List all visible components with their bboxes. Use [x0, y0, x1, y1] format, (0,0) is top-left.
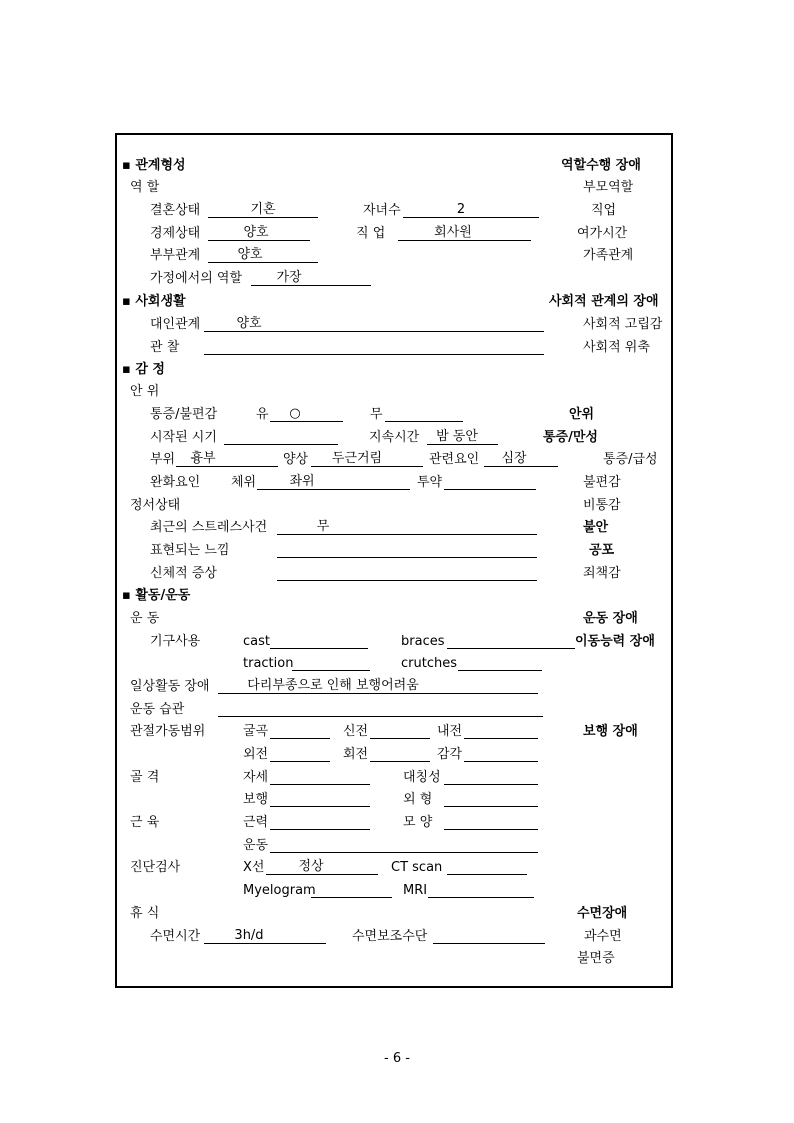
onset-line — [224, 444, 338, 445]
stress-value: 무 — [316, 519, 330, 534]
label-couple: 부부관계 — [150, 248, 201, 263]
dx-guilt: 죄책감 — [583, 566, 621, 581]
dx-social-disorder: 사회적 관계의 장애 — [549, 294, 659, 309]
label-crutches: crutches — [401, 656, 457, 671]
label-home-role: 가정에서의 역할 — [150, 271, 243, 286]
observe-line — [204, 354, 544, 355]
dx-family-relation: 가족관계 — [583, 248, 634, 263]
label-sensation: 감각 — [437, 747, 463, 762]
occupation-value: 회사원 — [434, 225, 472, 240]
posture-value: 좌위 — [289, 474, 315, 489]
label-duration: 지속시간 — [369, 430, 420, 445]
label-rest: 휴 식 — [130, 906, 160, 921]
label-skeleton: 골 격 — [130, 770, 160, 785]
label-posture: 체위 — [231, 475, 257, 490]
label-site: 부위 — [150, 452, 176, 467]
label-onset: 시작된 시기 — [150, 430, 217, 445]
rotation-line — [370, 761, 430, 762]
section-relation: ▪ 관계형성 — [122, 158, 186, 173]
sleep-aid-line — [433, 943, 545, 944]
braces-line — [447, 648, 575, 649]
label-economic: 경제상태 — [150, 226, 201, 241]
shape-line — [444, 806, 538, 807]
sensation-line — [464, 761, 538, 762]
marital-value: 기혼 — [250, 202, 276, 217]
internal-line — [464, 738, 538, 739]
label-form: 모 양 — [403, 815, 433, 830]
extension-line — [370, 738, 430, 739]
dx-social-shrink: 사회적 위축 — [583, 340, 650, 355]
ct-line — [447, 874, 527, 875]
label-strength: 근력 — [243, 815, 269, 830]
label-somatic: 신체적 증상 — [150, 566, 217, 581]
posture2-line — [270, 784, 370, 785]
page-number: - 6 - — [384, 1051, 410, 1066]
couple-value: 양호 — [237, 247, 263, 262]
dx-fear: 공포 — [589, 543, 615, 558]
myelogram-line — [311, 897, 392, 898]
label-shape: 외 형 — [403, 792, 433, 807]
label-posture2: 자세 — [243, 770, 269, 785]
label-observe: 관 찰 — [150, 340, 180, 355]
label-diagnostic: 진단검사 — [130, 860, 181, 875]
symmetry-line — [444, 784, 538, 785]
label-symmetry: 대칭성 — [403, 770, 441, 785]
sleep-time-value: 3h/d — [234, 928, 264, 943]
label-gait: 보행 — [243, 792, 269, 807]
gait-line — [270, 806, 370, 807]
dx-parent-role: 부모역할 — [583, 180, 634, 195]
label-interpersonal: 대인관계 — [150, 317, 201, 332]
label-extension: 신전 — [343, 724, 369, 739]
somatic-line — [277, 580, 537, 581]
home-role-value: 가장 — [276, 270, 302, 285]
xray-value: 정상 — [298, 859, 324, 874]
dx-pain-chronic: 통증/만성 — [543, 430, 598, 445]
dx-comfort: 안위 — [569, 407, 595, 422]
pain-yes-value: ○ — [289, 406, 301, 421]
dx-exercise-disorder: 운동 장애 — [583, 611, 638, 626]
label-exercise: 운 동 — [130, 611, 160, 626]
dx-leisure: 여가시간 — [577, 226, 628, 241]
label-mri: MRI — [403, 883, 428, 898]
label-relief: 완화요인 — [150, 475, 201, 490]
external-line — [270, 761, 330, 762]
pain-no-line — [385, 421, 463, 422]
label-internal: 내전 — [437, 724, 463, 739]
label-rom: 관절가동범위 — [130, 724, 206, 739]
dx-discomfort: 불편감 — [583, 475, 621, 490]
habit-line — [218, 716, 543, 717]
label-no: 무 — [370, 407, 383, 422]
label-children: 자녀수 — [363, 203, 401, 218]
pattern-value: 두근거림 — [331, 451, 383, 466]
label-yes: 유 — [256, 407, 269, 422]
label-adl: 일상활동 장애 — [130, 679, 210, 694]
cast-line — [270, 648, 368, 649]
label-emotional: 정서상태 — [130, 498, 181, 513]
crutches-line — [458, 670, 542, 671]
mri-line — [428, 897, 534, 898]
label-ct: CT scan — [391, 860, 443, 875]
dx-role-disorder: 역할수행 장애 — [561, 158, 641, 173]
dx-anxiety: 불안 — [583, 520, 609, 535]
section-emotion: ▪ 감 정 — [122, 362, 165, 377]
label-traction: traction — [243, 656, 294, 671]
dx-non-pain: 비통감 — [583, 498, 621, 513]
label-cast: cast — [243, 634, 270, 649]
section-social: ▪ 사회생활 — [122, 294, 186, 309]
movement-line — [270, 852, 538, 853]
label-braces: braces — [401, 634, 445, 649]
strength-line — [270, 829, 370, 830]
adl-value: 다리부종으로 인해 보행어려움 — [247, 678, 419, 693]
feeling-line — [277, 557, 537, 558]
label-medication: 투약 — [417, 475, 443, 490]
label-pain: 통증/불편감 — [150, 407, 218, 422]
label-marital: 결혼상태 — [150, 203, 201, 218]
traction-line — [292, 670, 370, 671]
children-value: 2 — [456, 202, 466, 217]
label-feeling: 표현되는 느낌 — [150, 543, 230, 558]
related-value: 심장 — [501, 451, 527, 466]
label-comfort: 안 위 — [130, 384, 160, 399]
label-device: 기구사용 — [150, 634, 201, 649]
label-rotation: 회전 — [343, 747, 369, 762]
dx-sleep-disorder: 수면장애 — [577, 906, 628, 921]
label-role: 역 할 — [130, 180, 160, 195]
interpersonal-value: 양호 — [236, 316, 262, 331]
label-movement: 운동 — [243, 838, 269, 853]
medication-line — [444, 489, 536, 490]
dx-social-isolation: 사회적 고립감 — [583, 317, 663, 332]
economic-value: 양호 — [243, 225, 269, 240]
label-sleep-time: 수면시간 — [150, 929, 201, 944]
label-occupation: 직 업 — [356, 226, 386, 241]
label-pattern: 양상 — [283, 452, 309, 467]
dx-hypersomnia: 과수면 — [584, 929, 622, 944]
dx-gait-disorder: 보행 장애 — [583, 724, 638, 739]
site-value: 흉부 — [190, 451, 216, 466]
label-muscle: 근 육 — [130, 815, 160, 830]
label-external: 외전 — [243, 747, 269, 762]
flexion-line — [270, 738, 330, 739]
label-stress: 최근의 스트레스사건 — [150, 520, 268, 535]
label-related: 관련요인 — [429, 452, 480, 467]
dx-pain-acute: 통증/급성 — [603, 452, 658, 467]
duration-value: 밤 동안 — [436, 429, 478, 444]
form-line — [444, 829, 538, 830]
dx-mobility-disorder: 이동능력 장애 — [575, 634, 655, 649]
label-habit: 운동 습관 — [130, 702, 185, 717]
label-flexion: 굴곡 — [243, 724, 269, 739]
section-activity: ▪ 활동/운동 — [122, 588, 191, 603]
dx-job: 직업 — [591, 203, 617, 218]
label-myelogram: Myelogram — [243, 883, 316, 898]
label-xray: X선 — [243, 860, 265, 875]
label-sleep-aid: 수면보조수단 — [352, 929, 428, 944]
dx-insomnia: 불면증 — [577, 951, 615, 966]
